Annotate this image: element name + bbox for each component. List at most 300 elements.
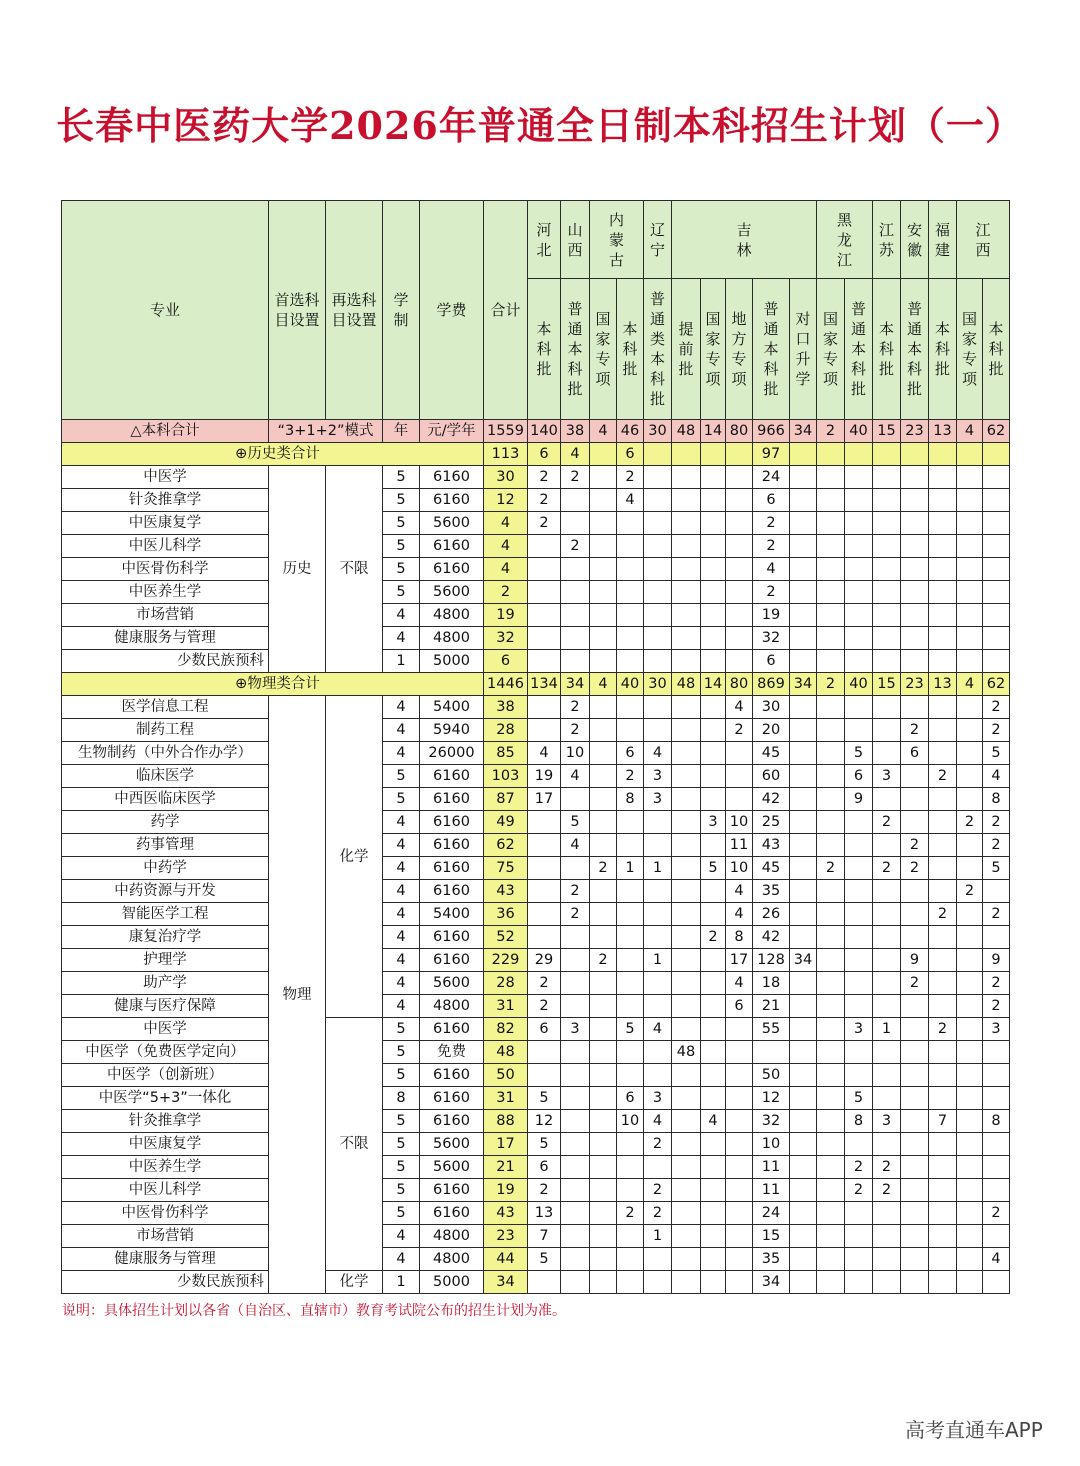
quota-cell: 2 <box>873 1156 901 1179</box>
quota-cell: 2 <box>817 673 845 696</box>
quota-cell: 4 <box>644 742 672 765</box>
quota-cell <box>617 627 644 650</box>
quota-cell <box>561 926 590 949</box>
quota-cell: 2 <box>644 1133 672 1156</box>
total-cell: 49 <box>484 811 528 834</box>
quota-cell <box>929 1271 957 1294</box>
quota-cell: 2 <box>528 995 561 1018</box>
quota-cell <box>873 880 901 903</box>
fee-cell: 4800 <box>420 995 484 1018</box>
duration-cell: 4 <box>383 719 420 742</box>
quota-cell <box>983 512 1010 535</box>
quota-cell <box>561 1087 590 1110</box>
province-header: 江苏 <box>873 201 901 279</box>
quota-cell <box>901 443 929 466</box>
quota-cell <box>901 880 929 903</box>
quota-cell <box>901 581 929 604</box>
quota-cell <box>644 466 672 489</box>
subtotal-row <box>62 673 1010 696</box>
quota-cell <box>726 512 753 535</box>
fee-cell: 4800 <box>420 1225 484 1248</box>
quota-cell <box>983 1179 1010 1202</box>
quota-cell <box>672 1064 701 1087</box>
quota-cell <box>957 1271 983 1294</box>
row-label: ⊕物理类合计 <box>62 673 484 696</box>
quota-cell <box>901 558 929 581</box>
quota-cell <box>817 1202 845 1225</box>
quota-cell <box>957 650 983 673</box>
quota-cell: 2 <box>561 880 590 903</box>
table-row <box>62 535 1010 558</box>
quota-cell: 15 <box>753 1225 790 1248</box>
quota-cell <box>617 1225 644 1248</box>
quota-cell <box>957 742 983 765</box>
quota-cell <box>644 558 672 581</box>
quota-cell <box>528 535 561 558</box>
quota-cell <box>790 880 817 903</box>
table-row <box>62 1225 1010 1248</box>
quota-cell: 869 <box>753 673 790 696</box>
duration-cell: 5 <box>383 1064 420 1087</box>
quota-cell <box>817 995 845 1018</box>
province-header: 辽宁 <box>644 201 672 279</box>
subtotal-row <box>62 443 1010 466</box>
quota-cell <box>901 650 929 673</box>
quota-cell <box>561 581 590 604</box>
quota-cell: 48 <box>672 420 701 443</box>
quota-cell <box>983 443 1010 466</box>
quota-cell <box>672 742 701 765</box>
quota-cell: 17 <box>726 949 753 972</box>
quota-cell <box>790 650 817 673</box>
quota-cell: 3 <box>561 1018 590 1041</box>
fee-cell: 5400 <box>420 903 484 926</box>
duration-cell: 4 <box>383 926 420 949</box>
quota-cell: 8 <box>617 788 644 811</box>
quota-cell: 18 <box>753 972 790 995</box>
quota-cell <box>644 972 672 995</box>
fee-cell: 6160 <box>420 1018 484 1041</box>
quota-cell <box>845 972 873 995</box>
fee-cell: 26000 <box>420 742 484 765</box>
quota-cell <box>845 1248 873 1271</box>
quota-cell <box>845 466 873 489</box>
quota-cell <box>901 1018 929 1041</box>
quota-cell <box>983 627 1010 650</box>
quota-cell <box>590 1087 617 1110</box>
quota-cell <box>726 489 753 512</box>
quota-cell: 11 <box>753 1156 790 1179</box>
quota-cell: 5 <box>845 1087 873 1110</box>
province-header: 安徽 <box>901 201 929 279</box>
duration-cell: 4 <box>383 811 420 834</box>
quota-cell <box>790 1087 817 1110</box>
province-header: 内蒙古 <box>590 201 644 279</box>
quota-cell: 6 <box>617 1087 644 1110</box>
quota-cell: 3 <box>644 788 672 811</box>
table-row <box>62 604 1010 627</box>
quota-cell <box>817 765 845 788</box>
quota-cell <box>701 719 726 742</box>
quota-cell: 60 <box>753 765 790 788</box>
quota-cell <box>929 995 957 1018</box>
quota-cell <box>590 972 617 995</box>
quota-cell <box>726 1156 753 1179</box>
quota-cell <box>790 443 817 466</box>
quota-cell <box>929 558 957 581</box>
major-name: 少数民族预科 <box>62 650 269 673</box>
quota-cell <box>590 1248 617 1271</box>
table-row <box>62 558 1010 581</box>
quota-cell <box>672 788 701 811</box>
quota-cell <box>817 719 845 742</box>
quota-cell <box>726 1064 753 1087</box>
total-cell: 85 <box>484 742 528 765</box>
fee-cell: 6160 <box>420 535 484 558</box>
quota-cell <box>528 1041 561 1064</box>
quota-cell <box>561 995 590 1018</box>
quota-cell <box>929 1156 957 1179</box>
major-name: 中医骨伤科学 <box>62 558 269 581</box>
quota-cell <box>617 1064 644 1087</box>
quota-cell <box>929 466 957 489</box>
quota-cell <box>672 1225 701 1248</box>
quota-cell <box>901 535 929 558</box>
quota-cell <box>817 558 845 581</box>
quota-cell: 140 <box>528 420 561 443</box>
fee-cell: 6160 <box>420 857 484 880</box>
quota-cell: 3 <box>983 1018 1010 1041</box>
quota-cell: 4 <box>726 972 753 995</box>
total-cell: 1559 <box>484 420 528 443</box>
quota-cell <box>590 1179 617 1202</box>
quota-cell <box>701 880 726 903</box>
quota-cell <box>701 788 726 811</box>
total-cell: 21 <box>484 1156 528 1179</box>
quota-cell <box>561 1179 590 1202</box>
quota-cell <box>983 604 1010 627</box>
fee-cell: 6160 <box>420 1064 484 1087</box>
quota-cell <box>929 811 957 834</box>
quota-cell <box>672 1087 701 1110</box>
total-cell: 43 <box>484 1202 528 1225</box>
quota-cell <box>873 995 901 1018</box>
fee-cell: 6160 <box>420 926 484 949</box>
quota-cell: 35 <box>753 880 790 903</box>
quota-cell: 9 <box>845 788 873 811</box>
quota-cell <box>845 489 873 512</box>
quota-cell: 4 <box>983 765 1010 788</box>
quota-cell <box>617 1248 644 1271</box>
quota-cell <box>957 489 983 512</box>
quota-cell <box>672 719 701 742</box>
quota-cell <box>845 512 873 535</box>
quota-cell <box>528 857 561 880</box>
quota-cell <box>528 581 561 604</box>
quota-cell <box>590 1202 617 1225</box>
quota-cell <box>901 1179 929 1202</box>
quota-cell <box>845 1271 873 1294</box>
quota-cell: 4 <box>528 742 561 765</box>
quota-cell: 2 <box>983 811 1010 834</box>
table-row <box>62 1018 1010 1041</box>
quota-cell: 1 <box>644 1225 672 1248</box>
quota-cell <box>901 696 929 719</box>
fee-cell: 6160 <box>420 1087 484 1110</box>
quota-cell <box>590 788 617 811</box>
quota-cell <box>983 1041 1010 1064</box>
fee-cell: 6160 <box>420 834 484 857</box>
quota-cell <box>672 535 701 558</box>
table-row <box>62 719 1010 742</box>
major-name: 中医学“5+3”一体化 <box>62 1087 269 1110</box>
quota-cell <box>644 512 672 535</box>
major-name: 中医康复学 <box>62 512 269 535</box>
quota-cell <box>617 558 644 581</box>
quota-cell <box>644 650 672 673</box>
total-cell: 82 <box>484 1018 528 1041</box>
quota-cell <box>726 1271 753 1294</box>
quota-cell <box>845 857 873 880</box>
quota-cell: 32 <box>753 1110 790 1133</box>
quota-cell <box>672 650 701 673</box>
table-row <box>62 926 1010 949</box>
quota-cell: 12 <box>753 1087 790 1110</box>
quota-cell <box>901 995 929 1018</box>
batch-header: 本科批 <box>873 279 901 420</box>
quota-cell <box>590 1018 617 1041</box>
duration-cell: 4 <box>383 627 420 650</box>
quota-cell <box>983 926 1010 949</box>
quota-cell <box>561 627 590 650</box>
quota-cell <box>590 650 617 673</box>
total-cell: 4 <box>484 512 528 535</box>
quota-cell <box>590 696 617 719</box>
quota-cell <box>845 719 873 742</box>
major-name: 药事管理 <box>62 834 269 857</box>
fee-cell: 6160 <box>420 811 484 834</box>
duration-cell: 5 <box>383 512 420 535</box>
quota-cell <box>701 1018 726 1041</box>
quota-cell: 6 <box>753 489 790 512</box>
quota-cell: 5 <box>528 1087 561 1110</box>
duration-cell: 5 <box>383 535 420 558</box>
quota-cell <box>590 489 617 512</box>
major-name: 康复治疗学 <box>62 926 269 949</box>
quota-cell <box>701 1225 726 1248</box>
quota-cell <box>590 1064 617 1087</box>
quota-cell <box>672 1110 701 1133</box>
quota-cell <box>983 1225 1010 1248</box>
quota-cell <box>644 696 672 719</box>
quota-cell: 2 <box>873 1179 901 1202</box>
quota-cell <box>701 834 726 857</box>
quota-cell <box>644 834 672 857</box>
quota-cell <box>957 627 983 650</box>
quota-cell: 2 <box>617 466 644 489</box>
quota-cell <box>957 604 983 627</box>
quota-cell: 8 <box>726 926 753 949</box>
quota-cell <box>528 1064 561 1087</box>
table-row <box>62 1087 1010 1110</box>
quota-cell <box>790 788 817 811</box>
duration-cell: 5 <box>383 765 420 788</box>
quota-cell <box>983 466 1010 489</box>
quota-cell <box>983 489 1010 512</box>
quota-cell: 15 <box>873 673 901 696</box>
quota-cell <box>701 581 726 604</box>
quota-cell <box>873 489 901 512</box>
total-cell: 44 <box>484 1248 528 1271</box>
duration-cell: 5 <box>383 1018 420 1041</box>
quota-cell <box>590 903 617 926</box>
duration-cell: 5 <box>383 581 420 604</box>
quota-cell: 4 <box>561 834 590 857</box>
quota-cell <box>929 1087 957 1110</box>
quota-cell <box>790 1064 817 1087</box>
quota-cell <box>561 1110 590 1133</box>
table-row <box>62 581 1010 604</box>
total-cell: 88 <box>484 1110 528 1133</box>
quota-cell <box>617 880 644 903</box>
quota-cell: 40 <box>617 673 644 696</box>
batch-header: 普通本科批 <box>845 279 873 420</box>
quota-cell <box>817 903 845 926</box>
total-row <box>62 420 1010 443</box>
quota-cell <box>644 535 672 558</box>
total-cell: 2 <box>484 581 528 604</box>
quota-cell: 38 <box>561 420 590 443</box>
quota-cell: 97 <box>753 443 790 466</box>
quota-cell <box>957 1225 983 1248</box>
quota-cell <box>672 558 701 581</box>
duration-cell: 5 <box>383 1041 420 1064</box>
province-header: 山西 <box>561 201 590 279</box>
quota-cell <box>873 1133 901 1156</box>
quota-cell <box>701 742 726 765</box>
quota-cell: 4 <box>726 696 753 719</box>
table-row <box>62 650 1010 673</box>
quota-cell <box>701 696 726 719</box>
quota-cell <box>590 834 617 857</box>
quota-cell: 2 <box>617 1202 644 1225</box>
quota-cell: 6 <box>726 995 753 1018</box>
quota-cell: 30 <box>753 696 790 719</box>
quota-cell <box>983 1156 1010 1179</box>
quota-cell <box>701 949 726 972</box>
quota-cell <box>929 949 957 972</box>
quota-cell: 2 <box>561 903 590 926</box>
quota-cell <box>873 719 901 742</box>
quota-cell <box>617 811 644 834</box>
quota-cell: 2 <box>983 995 1010 1018</box>
major-name: 中医养生学 <box>62 581 269 604</box>
table-row <box>62 1041 1010 1064</box>
quota-cell <box>672 443 701 466</box>
quota-cell <box>672 489 701 512</box>
quota-cell <box>901 489 929 512</box>
quota-cell: 45 <box>753 742 790 765</box>
quota-cell <box>617 604 644 627</box>
quota-cell <box>845 558 873 581</box>
quota-cell: 5 <box>983 857 1010 880</box>
quota-cell: 2 <box>901 857 929 880</box>
quota-cell <box>672 1271 701 1294</box>
quota-cell <box>617 1133 644 1156</box>
quota-cell: 8 <box>845 1110 873 1133</box>
quota-cell <box>528 834 561 857</box>
quota-cell <box>873 949 901 972</box>
quota-cell: 2 <box>983 903 1010 926</box>
quota-cell <box>590 995 617 1018</box>
quota-cell <box>561 1225 590 1248</box>
total-cell: 32 <box>484 627 528 650</box>
quota-cell <box>817 949 845 972</box>
quota-cell <box>701 1064 726 1087</box>
table-row <box>62 466 1010 489</box>
quota-cell <box>873 926 901 949</box>
quota-cell <box>873 512 901 535</box>
quota-cell <box>901 627 929 650</box>
quota-cell <box>817 1110 845 1133</box>
quota-cell: 2 <box>644 1202 672 1225</box>
second-subject-group: 不限 <box>326 1018 383 1271</box>
quota-cell <box>790 1110 817 1133</box>
total-cell: 229 <box>484 949 528 972</box>
quota-cell: 34 <box>561 673 590 696</box>
quota-cell <box>957 535 983 558</box>
quota-cell <box>672 627 701 650</box>
quota-cell <box>561 1271 590 1294</box>
table-row <box>62 489 1010 512</box>
quota-cell: 2 <box>873 857 901 880</box>
quota-cell <box>845 811 873 834</box>
quota-cell <box>590 742 617 765</box>
quota-cell <box>845 834 873 857</box>
quota-cell <box>726 1087 753 1110</box>
quota-cell: 35 <box>753 1248 790 1271</box>
batch-header: 普通本科批 <box>901 279 929 420</box>
quota-cell <box>957 466 983 489</box>
quota-cell <box>617 696 644 719</box>
quota-cell <box>817 581 845 604</box>
quota-cell <box>817 972 845 995</box>
second-subject-group: 化学 <box>326 696 383 1018</box>
major-name: 中医学 <box>62 1018 269 1041</box>
major-name: 护理学 <box>62 949 269 972</box>
quota-cell: 55 <box>753 1018 790 1041</box>
fee-cell: 5940 <box>420 719 484 742</box>
duration-cell: 5 <box>383 1110 420 1133</box>
quota-cell <box>845 581 873 604</box>
quota-cell: 4 <box>590 673 617 696</box>
quota-cell: 32 <box>753 627 790 650</box>
quota-cell: 3 <box>701 811 726 834</box>
quota-cell: 10 <box>617 1110 644 1133</box>
quota-cell: 1 <box>644 857 672 880</box>
quota-cell <box>590 719 617 742</box>
quota-cell <box>957 903 983 926</box>
quota-cell <box>929 1225 957 1248</box>
quota-cell <box>701 627 726 650</box>
major-name: 中医儿科学 <box>62 535 269 558</box>
batch-header: 地方专项 <box>726 279 753 420</box>
duration-cell: 4 <box>383 880 420 903</box>
watermark: 高考直通车APP <box>905 1418 1043 1442</box>
total-cell: 87 <box>484 788 528 811</box>
quota-cell <box>845 443 873 466</box>
quota-cell <box>957 949 983 972</box>
